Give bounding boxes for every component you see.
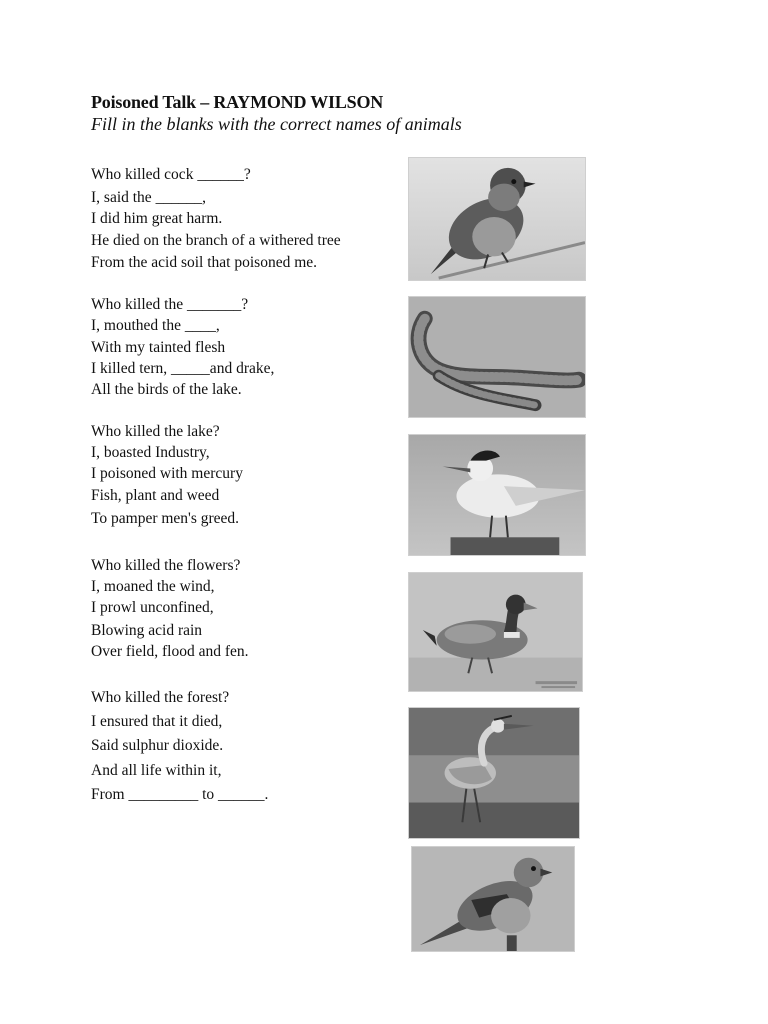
poem-line: Who killed cock ______? xyxy=(91,166,251,183)
drake-photo xyxy=(408,572,583,692)
poem-line: Who killed the flowers? xyxy=(91,557,241,574)
robin-photo xyxy=(408,157,586,281)
poem-line: I ensured that it died, xyxy=(91,713,223,730)
poem-line: From the acid soil that poisoned me. xyxy=(91,254,318,271)
poem-line: I did him great harm. xyxy=(91,210,223,227)
poem-line: I prowl unconfined, xyxy=(91,599,214,616)
poem-line: From _________ to ______. xyxy=(91,786,269,803)
heron-photo xyxy=(408,707,580,839)
poem-line: Fish, plant and weed xyxy=(91,487,220,504)
worm-photo xyxy=(408,296,586,418)
tern-photo xyxy=(408,434,586,556)
poem-line: I killed tern, _____and drake, xyxy=(91,360,275,377)
poem-line: I, moaned the wind, xyxy=(91,578,215,595)
poem-line: Who killed the lake? xyxy=(91,423,220,440)
poem-line: To pamper men's greed. xyxy=(91,510,240,527)
instructions: Fill in the blanks with the correct names of animals xyxy=(91,114,462,134)
poem-line: I, mouthed the ____, xyxy=(91,317,220,334)
poem-line: Blowing acid rain xyxy=(91,622,203,639)
poem-line: Said sulphur dioxide. xyxy=(91,737,224,754)
poem-line: He died on the branch of a withered tree xyxy=(91,232,341,249)
finch-photo xyxy=(411,846,575,952)
poem-title: Poisoned Talk – RAYMOND WILSON xyxy=(91,92,384,112)
poem-line: I, said the ______, xyxy=(91,189,206,206)
poem-line: All the birds of the lake. xyxy=(91,381,242,398)
poem-line: Over field, flood and fen. xyxy=(91,643,249,660)
poem-line: Who killed the _______? xyxy=(91,296,249,313)
poem-line: I poisoned with mercury xyxy=(91,465,243,482)
poem-line: And all life within it, xyxy=(91,762,222,779)
poem-line: Who killed the forest? xyxy=(91,689,230,706)
poem-line: With my tainted flesh xyxy=(91,339,226,356)
poem-line: I, boasted Industry, xyxy=(91,444,210,461)
